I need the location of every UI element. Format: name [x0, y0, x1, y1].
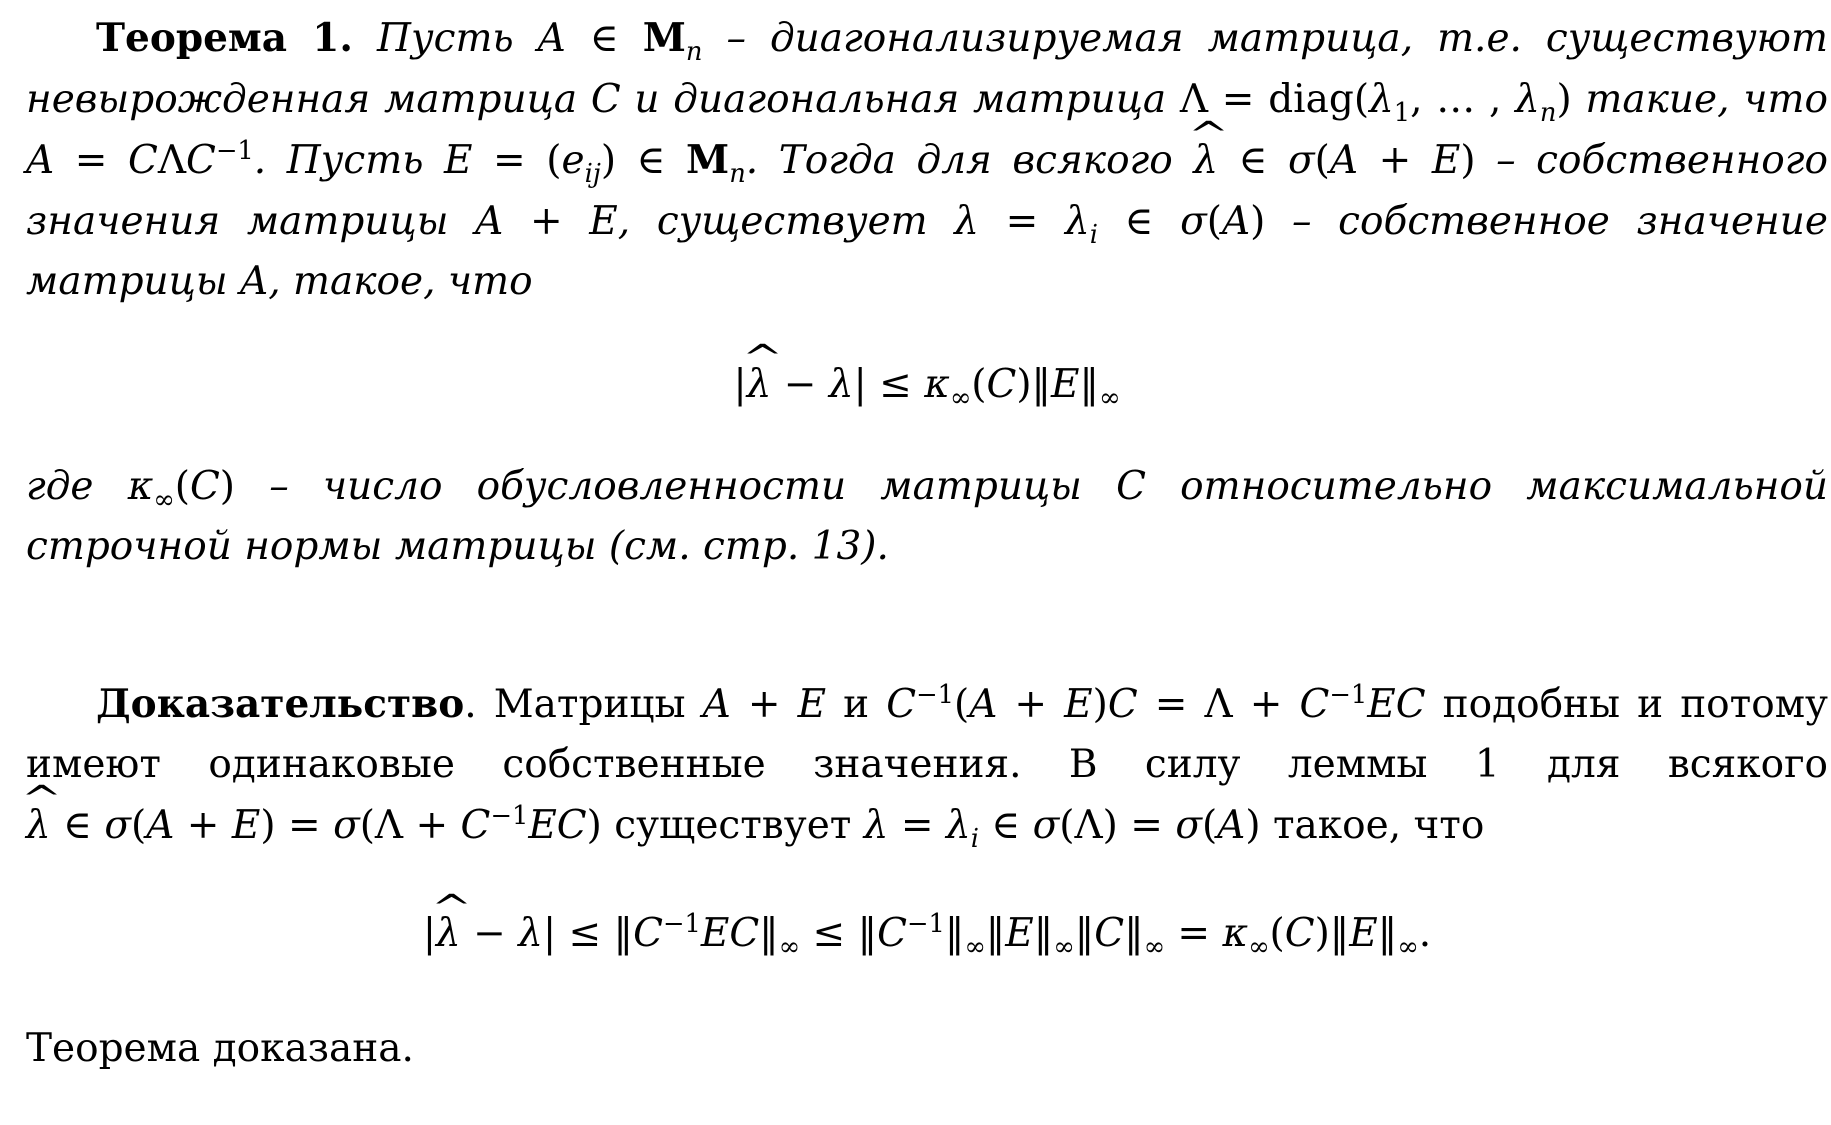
theorem-statement	[26, 8, 1828, 313]
formula: A	[240, 259, 269, 304]
proof-text: и	[843, 681, 870, 727]
formula: $\Lambda = diag(\lambda_1$, … , $\lambda_n$)	[1179, 76, 1572, 128]
proof-conclusion: Теорема доказана.	[26, 1026, 414, 1071]
theorem-text: , такое, что	[268, 259, 533, 304]
formula: ^ λ ∈ $\sigma(A + E) = \sigma(\Lambda + C^{-1}EC)$	[26, 803, 602, 848]
theorem-text: . Пусть	[253, 138, 424, 183]
formula: $E = (e_{ij})$ ∈ $M_n$	[444, 137, 746, 189]
proof-heading: Доказательство	[96, 680, 465, 727]
theorem-heading: Теорема 1.	[96, 15, 353, 61]
theorem-text: Пусть	[376, 16, 514, 61]
formula: C	[1116, 463, 1146, 509]
formula: A + E	[475, 198, 618, 244]
formula: ^ λ ∈ σ(A + E)	[1193, 138, 1475, 183]
theorem-text: такие, что	[1585, 76, 1828, 122]
proof-inequality: |^ $\lambda - \lambda| \le ‖C^{-1}EC‖_\infty$ ≤ $‖C^{-1}‖_\infty‖E‖_\infty‖C‖_\infty$ = $\kappa_\infty(C)‖E‖_\infty$.	[26, 904, 1828, 964]
theorem-text: – собственное значение матрицы	[26, 198, 1828, 304]
theorem-inequality: |^ $\lambda - \lambda| \le \kappa_\infty(C)‖E‖_\infty$	[26, 355, 1828, 415]
theorem-text: – число обусловленности матрицы	[269, 463, 1082, 509]
page	[26, 8, 1828, 1080]
theorem-note	[26, 457, 1828, 578]
formula: C	[590, 76, 621, 122]
formula: $A = C\Lambda C^{-1}$	[26, 136, 254, 183]
proof-body	[26, 674, 1828, 857]
formula: $C^{-1}(A + E)C = \Lambda + C^{-1}EC$	[886, 679, 1426, 727]
proof-text: подобны и потому имеют одинаковые собственные значения. В силу леммы 1 для всякого	[26, 681, 1828, 787]
formula: A + E	[702, 681, 827, 727]
formula: A ∈ $M_n$	[537, 15, 703, 67]
formula: $\lambda = \lambda_i$ ∈ σ(Λ) = σ(A)	[863, 802, 1261, 854]
proof-text: такое, что	[1272, 802, 1485, 848]
proof-text: существует	[614, 802, 852, 848]
theorem-text: где	[26, 463, 94, 509]
theorem-text: . Тогда для всякого	[745, 138, 1173, 183]
theorem-text: – диагонализируемая матрица, т.е. существуют невырожденная матрица	[26, 16, 1828, 122]
theorem-text: и диагональная матрица	[634, 76, 1167, 122]
formula: $\lambda = \lambda_i$ ∈ σ(A)	[954, 198, 1266, 250]
theorem-text: , существует	[617, 198, 928, 244]
theorem-text: – собственного значения матрицы	[26, 138, 1828, 244]
formula: $\kappa_\infty(C)$	[127, 463, 236, 515]
proof-text: . Матрицы	[464, 681, 686, 727]
theorem-text: относительно максимальной строчной нормы матрицы (см. стр. 13).	[26, 463, 1829, 569]
